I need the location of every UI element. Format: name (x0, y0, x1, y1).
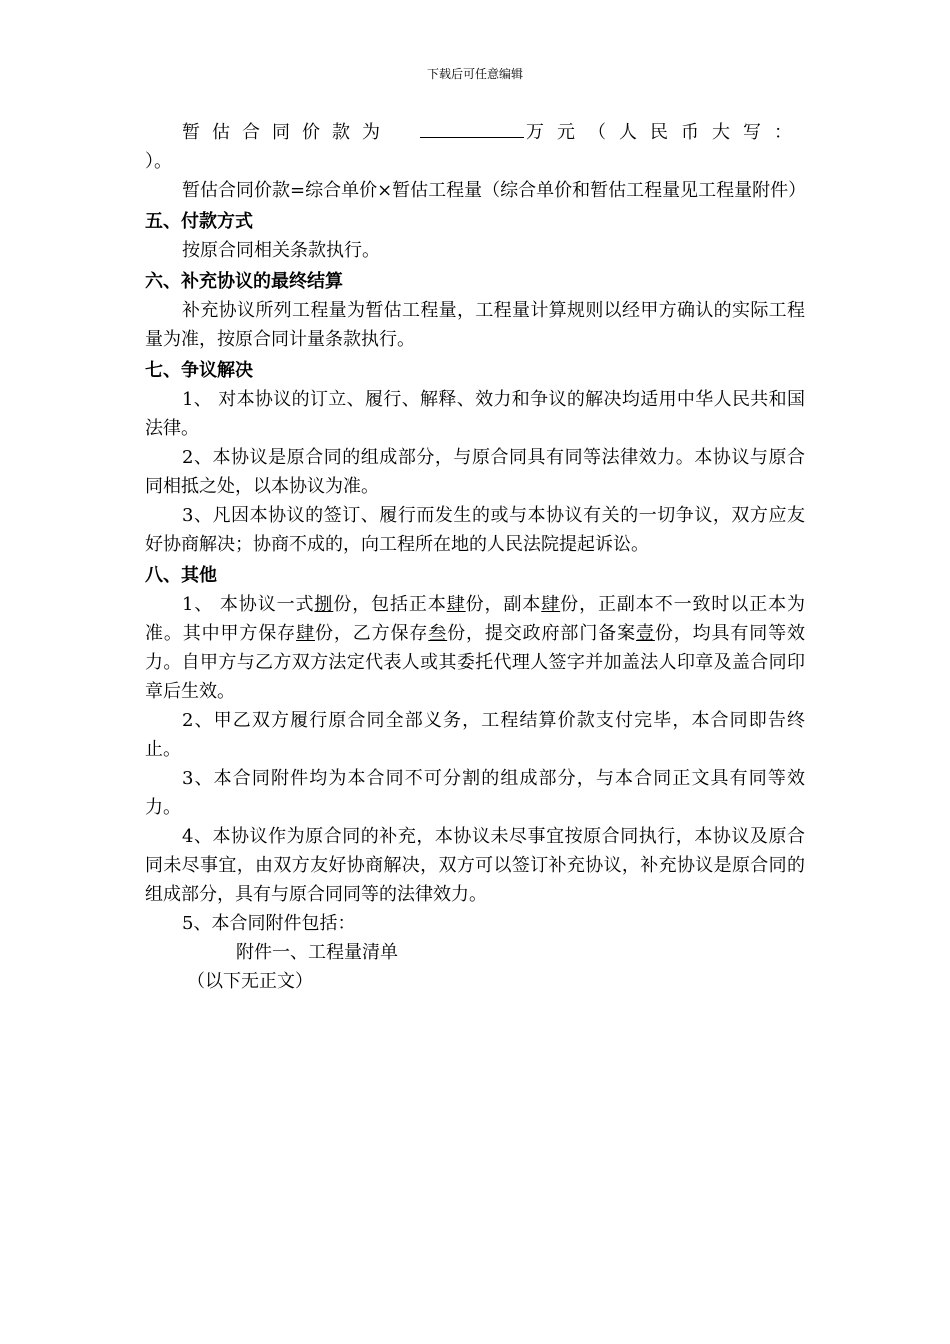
document-body (145, 118, 805, 996)
contract-price-formula: 暂估合同价款=综合单价×暂估工程量（综合单价和暂估工程量见工程量附件） (182, 180, 807, 201)
section-8-item-5: 5、本合同附件包括： (182, 913, 356, 934)
section-8-title: 八、其他 (145, 565, 217, 586)
contract-price-blank (420, 119, 524, 138)
count-copy: 肆 (541, 594, 561, 615)
section-8-item-4: 4、本协议作为原合同的补充，本协议未尽事宜按原合同执行，本协议及原合同未尽事宜，由双方友好协商解决，双方可以签订补充协议，补充协议是原合同的组成部分，具有与原合同同等的法律效力。 (145, 826, 805, 905)
item1-text-7: 份，均具有同等效力。自甲方与乙方双方法定代表人或其委托代理人签字并加盖法人印章及盖合同印章后生效。 (145, 623, 806, 702)
item1-text-1: 1、 本协议一式 (182, 594, 315, 615)
section-7-title: 七、争议解决 (145, 360, 253, 381)
item1-text-2: 份，包括正本 (333, 594, 447, 615)
section-5-body: 按原合同相关条款执行。 (182, 240, 380, 261)
section-5-title: 五、付款方式 (145, 211, 253, 232)
contract-price-unit: 万元（人民币大写： (526, 122, 805, 143)
page-header: 下载后可任意编辑 (426, 67, 523, 81)
count-party-b: 叁 (428, 623, 448, 644)
item1-text-6: 份，提交政府部门备案 (447, 623, 636, 644)
count-government: 壹 (635, 623, 655, 644)
attachment-line: 附件一、工程量清单 (236, 942, 398, 963)
item1-text-4: 份，正副本不一致时以正本为准。其中甲方保存 (145, 594, 806, 644)
item1-text-3: 份，副本 (465, 594, 542, 615)
section-8-item-3: 3、本合同附件均为本合同不可分割的组成部分，与本合同正文具有同等效力。 (145, 768, 805, 818)
contract-price-wrap: ）。 (145, 151, 172, 172)
count-party-a: 肆 (296, 623, 315, 644)
item1-text-5: 份，乙方保存 (314, 623, 429, 644)
section-6-body: 补充协议所列工程量为暂估工程量，工程量计算规则以经甲方确认的实际工程量为准，按原合同计量条款执行。 (145, 300, 805, 350)
contract-price-line (182, 118, 805, 147)
count-original: 肆 (446, 594, 466, 615)
section-7-item-1: 1、 对本协议的订立、履行、解释、效力和争议的解决均适用中华人民共和国法律。 (145, 389, 805, 439)
section-6-title: 六、补充协议的最终结算 (145, 271, 343, 292)
section-7-item-2: 2、本协议是原合同的组成部分，与原合同具有同等法律效力。本协议与原合同相抵之处，以本协议为准。 (145, 447, 805, 497)
section-7-item-3: 3、凡因本协议的签订、履行而发生的或与本协议有关的一切争议，双方应友好协商解决；协商不成的，向工程所在地的人民法院提起诉讼。 (145, 505, 805, 555)
end-note: （以下无正文） (187, 971, 313, 992)
count-total: 捌 (314, 594, 334, 615)
section-8-item-1 (145, 590, 805, 706)
contract-price-label: 暂估合同价款为 (182, 122, 392, 143)
section-8-item-2: 2、甲乙双方履行原合同全部义务，工程结算价款支付完毕，本合同即告终止。 (145, 710, 805, 760)
